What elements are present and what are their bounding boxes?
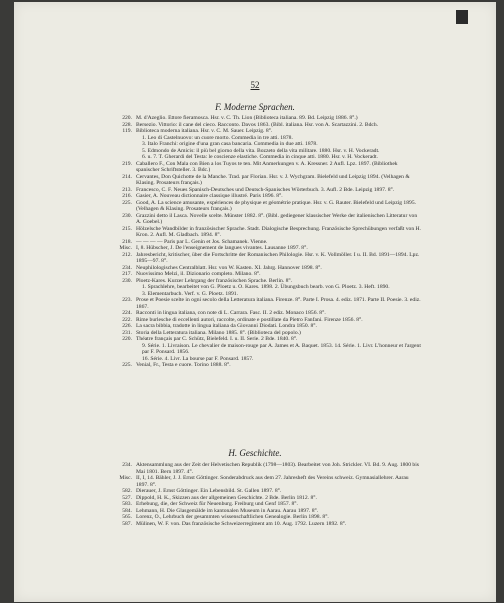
entry-text: Dierauer, J. Ernst Göttinger. Ein Lebensbild. St. Gallen 1897. 8°. xyxy=(136,488,282,494)
catalog-entry xyxy=(122,362,422,369)
entry-text: La sacra bibbia, tradotte in lingua italiana da Giovanni Diodati. Londra 1850. 8°. xyxy=(136,323,317,329)
entry-text: Biblioteca moderna italiana. Hsr. v. C. M. Sauer. Leipzig. 8°. xyxy=(136,128,273,134)
entry-text: 9. Série. 1. Livraison. Le chevalier de maison-rouge par A. James et A. Baquet. 1853. 14. Série. 1. Livr. L'honneur et l'argent par F. Ponsard. 1856. xyxy=(142,342,421,355)
entry-number: 234. xyxy=(122,264,132,271)
entry-number: 213. xyxy=(122,186,132,193)
catalog-entry xyxy=(119,475,422,488)
entry-text: Good, A. La science amusante, expériences de physique et géométrie pratique. Hsr. v. G. Rauter. Bielefeld und Leipzig 1895. (Velhagen & Klasing. Prosateurs français.) xyxy=(136,199,417,212)
entry-text: I, 8. Hübscher, J. De l'enseignement de langues vivantes. Lausanne 1897. 8°. xyxy=(136,245,308,251)
entry-number: 219. xyxy=(122,160,132,167)
catalog-entry xyxy=(122,343,422,356)
entry-number: 587. xyxy=(122,520,132,527)
page-number: 52 xyxy=(250,80,260,90)
entry-text: Aktensammlung aus der Zeit der Helvetischen Republik (1798—1803). Bearbeitet von Joh. Strickler. VI. Bd. 9. Aug. 1800 bis Mai 1801. Bern 1897. 4°. xyxy=(136,462,419,475)
entry-number: 220. xyxy=(122,115,132,121)
entry-number: 582. xyxy=(122,488,132,494)
entry-text: 16. Série. 4. Livr. La bourse par F. Ponsard. 1857. xyxy=(142,355,254,362)
catalog-entry xyxy=(122,161,422,174)
entry-text: Hölzelsche Wandbilder in französischer Sprache. Stadt. Dialogische Besprechung. Französische Sprechübungen verfaßt von H. Kron. 2. Aufl. M. Gladbach. 1894. 8°. xyxy=(136,225,421,238)
entry-number: 218. xyxy=(122,238,132,245)
entry-text: 1. Sprachlehre, bearbeitet von G. Ploetz u. O. Kares. 1898. 2. Übungsbuch bearb. von G. Ploetz. 3. Heft. 1890. xyxy=(142,284,390,290)
entry-number: 216. xyxy=(122,193,132,199)
entry-number: Misc. xyxy=(119,245,132,251)
catalog-entry xyxy=(122,462,422,475)
entry-text: 6. u. 7. T. Gherardi del Testa: le coscienze elastiche. Commedia in cinque atti. 1880. Hsr. v. H. Vockeradt. xyxy=(142,154,378,160)
catalog-entry xyxy=(122,213,422,226)
entry-number: 119. xyxy=(122,128,132,134)
catalog-entry xyxy=(122,226,422,239)
entry-text: 1. Leo di Castelnuovo: un cuore morto. Commedia in tre atti. 1878. xyxy=(142,134,293,141)
entry-number: 583. xyxy=(122,501,132,507)
entry-text: Neuphilologisches Centralblatt. Hsr. von W. Kasten. XI. Jahrg. Hannover 1898. 8°. xyxy=(136,264,322,271)
entry-text: Prose et Poesie scelte in ogni secolo della Letteratura italiana. Firenze. 8°. Parte I. Prosa. 4. ediz. 1871. Parte II. Poesie. 3. ediz. 1867. xyxy=(136,297,421,310)
entries-moderne-sprachen xyxy=(119,115,422,369)
entry-number: 222. xyxy=(122,316,132,323)
entry-number: 215. xyxy=(122,225,132,232)
entry-text: Rime burlesche di eccellenti autori, raccolte, ordinate e postillate da Pietro Fanfani. Firenze 1856. 8°. xyxy=(136,316,363,323)
entry-text: Dippold, H. K., Skizzen aus der allgemeinen Geschichte. 2 Bde. Berlin 1812. 8°. xyxy=(136,494,317,501)
entry-text: Bersezio. Vittorio: il cane del cieco. Racconto. Davos 1863. (Bibl. italiana. Hsr. von A. Scartazzini. 2. Bdch. xyxy=(136,121,379,128)
entry-number: Misc. xyxy=(119,475,132,481)
entry-text: 5. Edmondo de Amicis: il più bel giorno della vita. Bozzeto della vita militare. 1880. Hsr. v. H. Vockeradt. xyxy=(142,147,380,154)
entry-number: 584. xyxy=(122,507,132,514)
catalog-entry xyxy=(122,200,422,213)
entry-text: Erhebung, die, der Schweiz für Neuenburg. Freiburg und Genf 1857. 8°. xyxy=(136,501,298,507)
entries-geschichte xyxy=(119,462,422,527)
entry-number: 225. xyxy=(122,362,132,368)
page-corner-mark xyxy=(456,10,468,24)
entry-text: Mülinen, W. F. von. Das französische Schweizerregiment am 10. Aug. 1792. Luzern 1892. 8°. xyxy=(136,520,347,527)
entry-text: Grazzini detto il Lasca. Novelle scelte. Münster 1882. 8°. (Bibl. gediegener klassischer Werke der italienischen Litteratur von A. Goebel.) xyxy=(136,212,418,225)
entry-text: Gasier, A. Nouveau dictionnaire classique illustré. Paris 1896. 8°. xyxy=(136,193,283,199)
entry-text: Jahresbericht, kritischer, über die Fortschritte der Romanischen Philologie. Hsr. v. K. Vollmöller. I u. II. Bd. 1891—1894. Lpz. 1895—97. 8°. xyxy=(136,251,420,264)
entry-text: II, I, 14. Bähler, J. J. Ernst Göttinger. Sonderabdruck aus dem 27. Jahresheft des Vereins schweiz. Gymnasiallehrer. Aarau 1897. 8°. xyxy=(136,475,409,488)
entry-number: 228. xyxy=(122,121,132,128)
entry-text: Storia della Letteratura italiana. Milano 1885. 8°. (Biblioteca del popolo.) xyxy=(136,329,301,336)
entry-number: 212. xyxy=(122,251,132,258)
entry-text: Venial, Fr., Testa e cuore. Torino 1888. 8°. xyxy=(136,362,231,368)
entry-text: Ploetz-Kares. Kurzer Lehrgang der französischen Sprache. Berlin. 8°. xyxy=(136,277,293,284)
entry-text: 3. Italo Franchi: origine d'una gran casa bancaria. Commedia in due atti. 1878. xyxy=(142,141,318,147)
entry-text: Lorenz, O., Lehrbuch der gesammten wissenschaftlichen Genealogie. Berlin 1898. 8°. xyxy=(136,514,329,520)
entry-text: Cervantes, Don Quichotte de la Manche. Trad. par Florian. Hsr. v. J. Wychgram. Bielefeld und Leipzig 1894. (Velhagen & Klasing. Prosateurs français.) xyxy=(136,173,410,186)
entry-number: 565. xyxy=(122,514,132,520)
entry-number: 231. xyxy=(122,329,132,336)
entry-text: Racconti in lingua italiana, con note di L. Carrara. Fasc. II. 2 ediz. Monaco 1856. 8°. xyxy=(136,310,326,316)
section-title-geschichte: H. Geschichte. xyxy=(228,448,282,458)
entry-number: 217. xyxy=(122,271,132,277)
entry-text: M. d'Azeglio. Ettore fieramosca. Hsr. v. C. Th. Lion (Biblioteca italiana. 89. Bd. Leipzig 1886. 8°.) xyxy=(136,115,358,121)
entry-number: 214. xyxy=(122,173,132,180)
catalog-entry xyxy=(122,297,422,310)
entry-text: Lehmann, H. Die Glasgemälde im kantonalen Museum in Aarau. Aarau 1897. 8°. xyxy=(136,507,319,514)
entry-text: — — — — Paris par L. Genin et Jos. Schamanek. Vienne. xyxy=(136,238,268,245)
entry-number: 220. xyxy=(122,336,132,342)
entry-number: 224. xyxy=(122,310,132,316)
entry-number: 226. xyxy=(122,323,132,329)
entry-number: 223. xyxy=(122,297,132,303)
book-page xyxy=(14,2,496,602)
entry-text: Théatre français par C. Schütz, Bielefeld. I. u. II. Serie. 2 Bde. 1840. 8°. xyxy=(136,336,298,342)
entry-number: 230. xyxy=(122,212,132,219)
entry-text: Francesco, C. F. Neues Spanisch-Deutsches und Deutsch-Spanisches Wörterbuch. 3. Aufl. 2 Bde. Leipzig 1897. 8°. xyxy=(136,186,395,193)
catalog-entry xyxy=(122,521,422,528)
catalog-entry xyxy=(122,252,422,265)
entry-number: 527. xyxy=(122,494,132,501)
catalog-entry xyxy=(122,174,422,187)
section-title-moderne-sprachen: F. Moderne Sprachen. xyxy=(215,102,295,112)
entry-text: Caballero F., Con Mala con Bien a los Tuyos te ten. Mit Anmerkungen v. A. Kressner. 2 Aufl. Lpz. 1897. (Bibliothek spanischer Schriftsteller. 3. Bdc.) xyxy=(136,160,398,173)
entry-text: 3. Elementarbuch. Verf. v. G. Ploetz. 1891. xyxy=(142,290,239,297)
entry-text: Nuovissimo Melzi, il. Dizionario completo. Milano. 8°. xyxy=(136,271,261,277)
entry-number: 230. xyxy=(122,277,132,284)
entry-number: 234. xyxy=(122,462,132,468)
entry-number: 225. xyxy=(122,199,132,206)
